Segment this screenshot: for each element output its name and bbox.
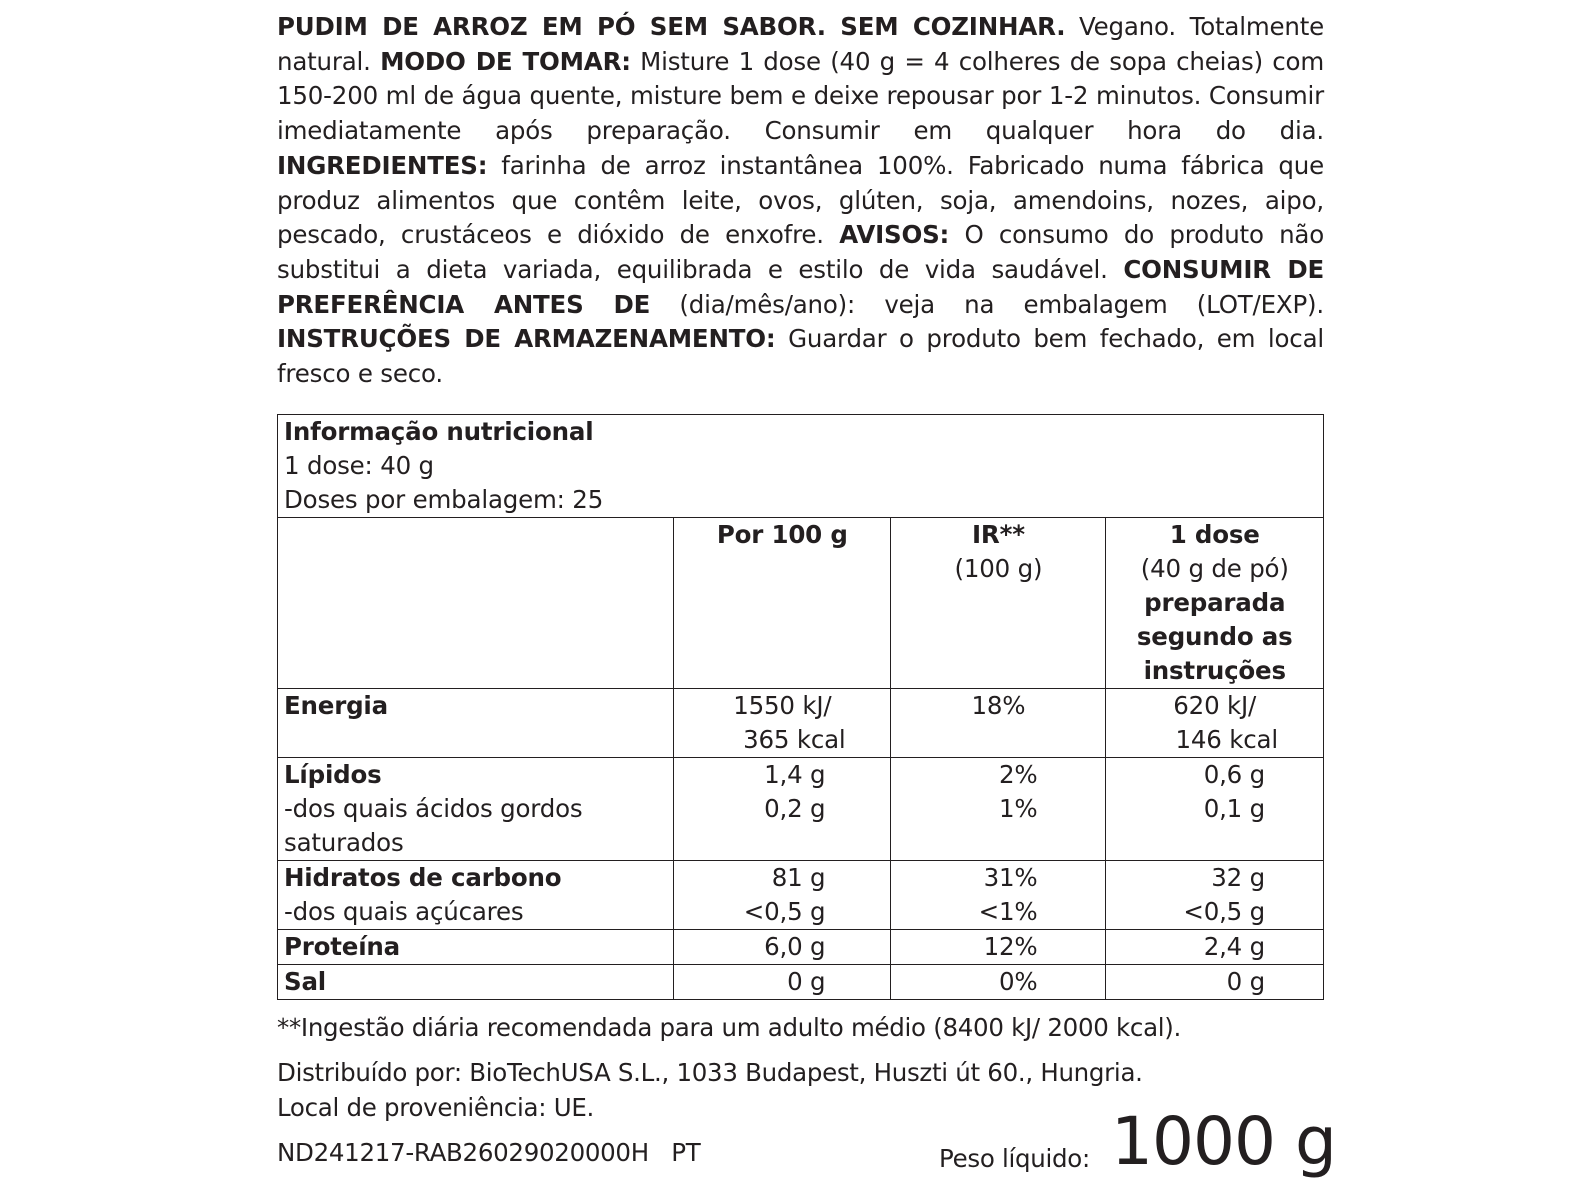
- nutrition-info-cell: [278, 415, 1324, 518]
- net-weight-value: 1000 g: [1111, 1103, 1336, 1180]
- ir-sub-value: 1%: [998, 794, 1038, 823]
- per100-sub-value: 0,2 g: [764, 794, 826, 823]
- table-row: [278, 689, 1324, 758]
- dose-value-2: 146 kcal: [1175, 725, 1278, 754]
- product-desc: Vegano. Totalmente natural.: [277, 12, 1324, 76]
- nutrition-title: Informação nutricional: [284, 417, 594, 446]
- origin-text: Local de proveniência: UE.: [277, 1092, 595, 1122]
- ingredients-heading: INGREDIENTES:: [277, 150, 488, 180]
- col-per100-label: Por 100 g: [716, 520, 848, 549]
- best-before-heading: CONSUMIR DE PREFERÊNCIA ANTES DE: [277, 254, 1324, 319]
- table-row: [278, 930, 1324, 965]
- ir-cell: [891, 758, 1106, 861]
- dose-cell: [1106, 758, 1324, 861]
- ir-cell: [891, 689, 1106, 758]
- distributor-block: [277, 1056, 1143, 1125]
- per100-cell: [674, 965, 891, 1000]
- ir-cell: [891, 861, 1106, 930]
- nutrient-sub-name: -dos quais ácidos gordos saturados: [284, 794, 583, 857]
- col-ir-label: IR**: [972, 520, 1025, 549]
- nutrient-name-cell: [278, 758, 674, 861]
- nutrition-table: [277, 414, 1324, 1000]
- nutrient-name: Lípidos: [284, 760, 382, 789]
- per100-cell: [674, 930, 891, 965]
- ingredients-text: farinha de arroz instantânea 100%. Fabricado numa fábrica que produz alimentos que contêm leite, ovos, glúten, soja, amendoins, nozes, aipo, pescado, crustáceos e dióxido de enxofre.: [277, 150, 1324, 250]
- ir-cell: [891, 965, 1106, 1000]
- per100-cell: [674, 689, 891, 758]
- label-text-block: [277, 10, 1324, 392]
- product-code: ND241217-RAB26029020000H PT: [277, 1138, 701, 1167]
- ir-value: 2%: [998, 760, 1038, 789]
- nutrient-name: Sal: [284, 967, 326, 996]
- per100-value: 6,0 g: [764, 932, 826, 961]
- col-header-per100: [674, 518, 891, 689]
- per100-value: 1550 kJ/: [733, 691, 832, 720]
- nutrient-name-cell: [278, 930, 674, 965]
- dose-sub-value: 0,1 g: [1203, 794, 1265, 823]
- table-row: [278, 861, 1324, 930]
- table-row: [278, 758, 1324, 861]
- ir-sub-value: <1%: [978, 897, 1038, 926]
- per100-cell: [674, 861, 891, 930]
- per100-value: 81 g: [771, 863, 826, 892]
- ir-cell: [891, 930, 1106, 965]
- ir-value: 18%: [971, 691, 1026, 720]
- doses-per-pack: Doses por embalagem: 25: [284, 485, 604, 514]
- col-ir-sub: (100 g): [954, 554, 1043, 583]
- dose-cell: [1106, 689, 1324, 758]
- col-dose-sub: (40 g de pó): [1140, 554, 1289, 583]
- column-header-row: [278, 518, 1324, 689]
- warnings-text: O consumo do produto não substitui a dieta variada, equilibrada e estilo de vida saudável.: [277, 220, 1324, 284]
- col-header-dose: [1106, 518, 1324, 689]
- empty-header-cell: [278, 518, 674, 689]
- dose-value: 2,4 g: [1203, 932, 1265, 961]
- nutrient-name: Energia: [284, 691, 388, 720]
- nutrient-name-cell: [278, 689, 674, 758]
- product-name: PUDIM DE ARROZ EM PÓ SEM SABOR. SEM COZINHAR.: [277, 12, 1066, 41]
- per100-sub-value: <0,5 g: [743, 897, 826, 926]
- ri-footnote: **Ingestão diária recomendada para um adulto médio (8400 kJ/ 2000 kcal).: [277, 1013, 1182, 1042]
- dose-size: 1 dose: 40 g: [284, 451, 434, 480]
- col-dose-prep: preparada segundo as instruções: [1136, 588, 1293, 685]
- intro-paragraph: [277, 10, 1324, 392]
- storage-text: Guardar o produto bem fechado, em local fresco e seco.: [277, 324, 1324, 389]
- ir-value: 31%: [983, 863, 1038, 892]
- dose-value: 0 g: [1226, 967, 1265, 996]
- usage-text: Misture 1 dose (40 g = 4 colheres de sopa cheias) com 150-200 ml de água quente, misture bem e deixe repousar por 1-2 minutos. Consumir imediatamente após preparação. Consumir em qualquer hora do dia.: [277, 46, 1324, 146]
- per100-value: 1,4 g: [764, 760, 826, 789]
- dose-sub-value: <0,5 g: [1183, 897, 1265, 926]
- usage-heading: MODO DE TOMAR:: [380, 46, 631, 76]
- best-before-text: (dia/mês/ano): veja na embalagem (LOT/EXP).: [650, 289, 1324, 319]
- per100-value-2: 365 kcal: [743, 725, 846, 754]
- nutrient-name-cell: [278, 965, 674, 1000]
- dose-cell: [1106, 861, 1324, 930]
- nutrient-name-cell: [278, 861, 674, 930]
- dose-cell: [1106, 930, 1324, 965]
- nutrient-sub-name: -dos quais açúcares: [284, 897, 524, 926]
- dose-value: 620 kJ/: [1173, 691, 1257, 720]
- per100-value: 0 g: [787, 967, 826, 996]
- nutrient-name: Hidratos de carbono: [284, 863, 562, 892]
- ir-value: 12%: [983, 932, 1038, 961]
- net-weight-label: Peso líquido:: [939, 1144, 1090, 1173]
- dose-value: 32 g: [1211, 863, 1265, 892]
- ir-value: 0%: [998, 967, 1038, 996]
- dose-value: 0,6 g: [1203, 760, 1265, 789]
- col-header-ir: [891, 518, 1106, 689]
- distributor-text: Distribuído por: BioTechUSA S.L., 1033 Budapest, Huszti út 60., Hungria.: [277, 1058, 1143, 1087]
- dose-cell: [1106, 965, 1324, 1000]
- table-row: [278, 965, 1324, 1000]
- nutrient-name: Proteína: [284, 932, 400, 961]
- col-dose-label: 1 dose: [1169, 520, 1260, 549]
- per100-cell: [674, 758, 891, 861]
- warnings-heading: AVISOS:: [839, 220, 950, 250]
- nutrition-header-row: [278, 415, 1324, 518]
- storage-heading: INSTRUÇÕES DE ARMAZENAMENTO:: [277, 324, 776, 354]
